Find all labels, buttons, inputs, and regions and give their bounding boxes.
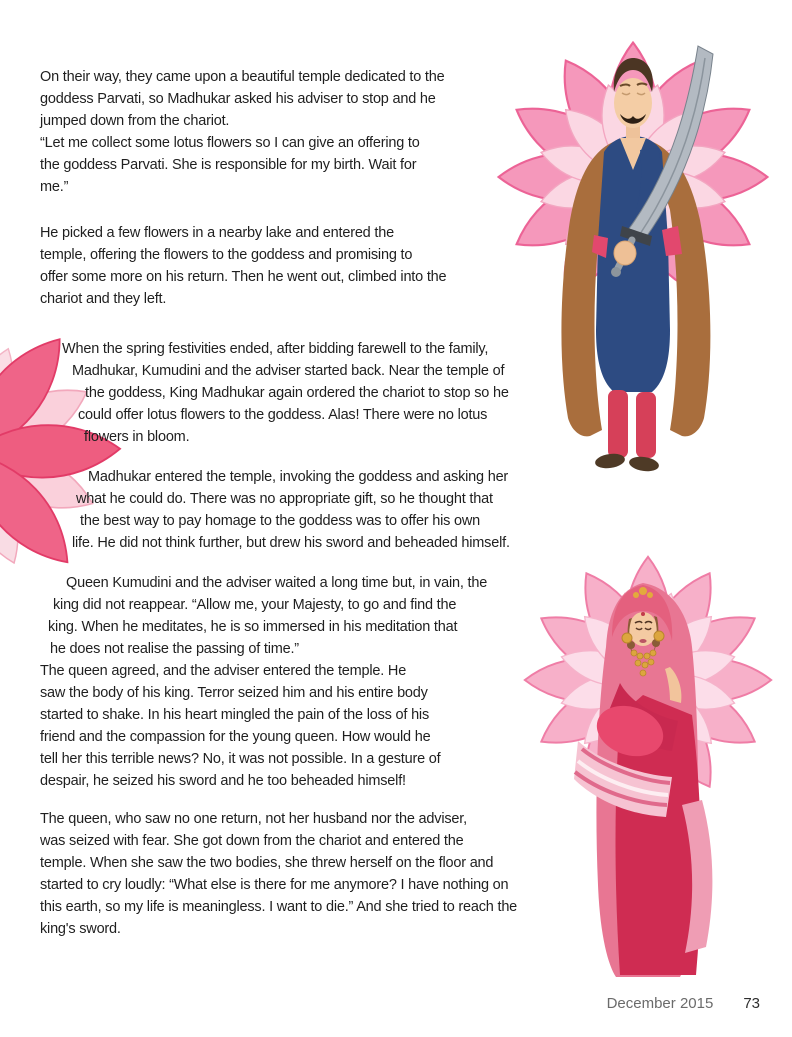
story-line: The queen, who saw no one return, not her husband nor the adviser, [40, 811, 467, 827]
story-paragraph-1 [40, 66, 444, 198]
story-paragraph-2 [40, 222, 446, 310]
issue-date: December 2015 [606, 995, 714, 1012]
story-line: saw the body of his king. Terror seized him and his entire body [40, 685, 428, 701]
story-line: what he could do. There was no appropriate gift, so he thought that [76, 491, 493, 507]
story-line: Madhukar entered the temple, invoking the goddess and asking her [88, 469, 509, 485]
story-line: king. When he meditates, he is so immersed in his meditation that [48, 619, 458, 635]
story-line: this earth, so my life is meaningless. I want to die.” And she tried to reach the [40, 899, 518, 915]
story-line: temple. When she saw the two bodies, she threw herself on the floor and [40, 855, 494, 871]
story-paragraph-5 [40, 572, 487, 792]
story-paragraph-4 [40, 466, 510, 554]
story-line: was seized with fear. She got down from the chariot and entered the [40, 833, 464, 849]
story-line: goddess Parvati, so Madhukar asked his adviser to stop and he [40, 91, 436, 107]
story-line: king's sword. [40, 921, 121, 937]
story-line: chariot and they left. [40, 291, 167, 307]
story-line: He picked a few flowers in a nearby lake and entered the [40, 225, 394, 241]
story-line: The queen agreed, and the adviser entered the temple. He [40, 663, 407, 679]
story-line: life. He did not think further, but drew his sword and beheaded himself. [72, 535, 510, 551]
story-line: jumped down from the chariot. [40, 113, 230, 129]
page-number: 73 [743, 995, 760, 1012]
story-line: king did not reappear. “Allow me, your Majesty, to go and find the [53, 597, 457, 613]
story-line: Madhukar, Kumudini and the adviser started back. Near the temple of [72, 363, 505, 379]
story-line: Queen Kumudini and the adviser waited a long time but, in vain, the [66, 575, 488, 591]
story-line: offer some more on his return. Then he went out, climbed into the [40, 269, 447, 285]
story-line: could offer lotus flowers to the goddess. Alas! There were no lotus [78, 407, 488, 423]
story-line: “Let me collect some lotus flowers so I can give an offering to [40, 135, 420, 151]
story-line: started to shake. In his heart mingled the pain of the loss of his [40, 707, 430, 723]
story-line: temple, offering the flowers to the goddess and promising to [40, 247, 413, 263]
story-line: flowers in bloom. [84, 429, 190, 445]
story-line: me.” [40, 179, 69, 195]
story-paragraph-3 [40, 338, 509, 448]
story-paragraph-6 [40, 808, 517, 940]
story-line: the goddess Parvati. She is responsible for my birth. Wait for [40, 157, 417, 173]
story-line: On their way, they came upon a beautiful temple dedicated to the [40, 69, 445, 85]
story-line: friend and the compassion for the young queen. How would he [40, 729, 431, 745]
story-line: despair, he seized his sword and he too beheaded himself! [40, 773, 406, 789]
story-line: started to cry loudly: “What else is there for me anymore? I have nothing on [40, 877, 509, 893]
story-line: the best way to pay homage to the goddess was to offer his own [80, 513, 481, 529]
story-line: he does not realise the passing of time.” [50, 641, 299, 657]
story-line: the goddess, King Madhukar again ordered the chariot to stop so he [85, 385, 509, 401]
story-line: When the spring festivities ended, after bidding farewell to the family, [62, 341, 489, 357]
story-line: tell her this terrible news? No, it was not possible. In a gesture of [40, 751, 441, 767]
